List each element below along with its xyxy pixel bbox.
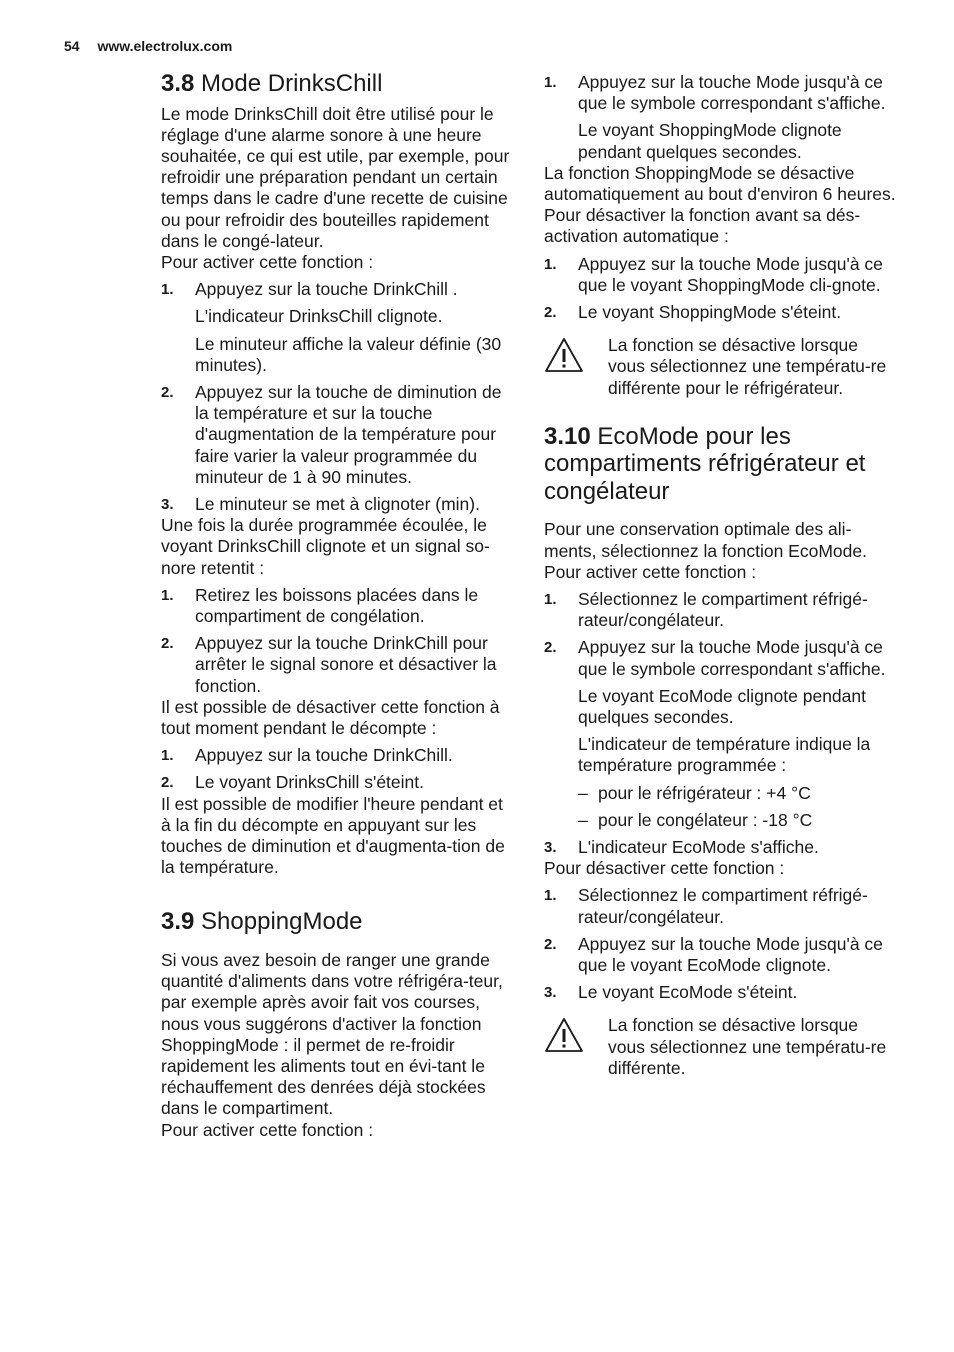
list-item: 3. Le voyant EcoMode s'éteint. — [544, 982, 798, 1003]
section-3-10-heading: 3.10 EcoMode pour les compartiments réfrigérateur et congélateur — [544, 422, 866, 505]
list-item: 1. Appuyez sur la touche DrinkChill. — [161, 745, 453, 766]
paragraph: La fonction ShoppingMode se désactive automatiquement au bout d'environ 6 heures. — [544, 162, 896, 205]
list-item: 2. Le voyant DrinksChill s'éteint. — [161, 772, 424, 793]
list-item: 1. Sélectionnez le compartiment réfrigé-rateur/congélateur. — [544, 885, 868, 927]
right-column — [544, 72, 896, 1079]
sub-paragraph: Le voyant ShoppingMode clignote pendant quelques secondes. — [578, 120, 842, 162]
sub-paragraph: Le minuteur affiche la valeur définie (30 minutes). — [195, 333, 502, 375]
paragraph: Le mode DrinksChill doit être utilisé pour le réglage d'une alarme sonore à une heure souhaitée, ce qui est utile, par exemple, pour refroidir une préparation pendant un certain temps dans le cadre d'une recette de cuisine ou pour refroidir des bouteilles rapidement dans le congé-lateur. — [161, 103, 510, 251]
paragraph: Une fois la durée programmée écoulée, le voyant DrinksChill clignote et un signal so-nore retentit : — [161, 515, 490, 578]
site-url: www.electrolux.com — [97, 38, 233, 54]
sub-paragraph: Le voyant EcoMode clignote pendant quelques secondes. — [578, 685, 866, 727]
paragraph: Pour une conservation optimale des ali-ments, sélectionnez la fonction EcoMode. — [544, 519, 867, 561]
page-number: 54 — [64, 38, 80, 54]
paragraph: Pour activer cette fonction : — [544, 561, 757, 582]
list-item: 2. Appuyez sur la touche DrinkChill pour arrêter le signal sonore et désactiver la fonction. — [161, 633, 497, 696]
warning-triangle-icon — [544, 1015, 608, 1079]
sub-paragraph: L'indicateur de température indique la température programmée : — [578, 734, 871, 776]
list-item: 1. Appuyez sur la touche Mode jusqu'à ce que le voyant ShoppingMode cli-gnote. — [544, 253, 883, 295]
warning-note: La fonction se désactive lorsque vous sélectionnez une températu-re différente pour le réfrigérateur. — [544, 335, 896, 399]
list-item: 1. Retirez les boissons placées dans le compartiment de congélation. — [161, 584, 479, 626]
list-item: 2. Appuyez sur la touche de diminution de la température et sur la touche d'augmentation de la température pour faire varier la valeur programmée du minuteur de 1 à 90 minutes. — [161, 381, 502, 487]
page-header — [64, 38, 232, 54]
list-item: 1. Sélectionnez le compartiment réfrigé-rateur/congélateur. — [544, 588, 868, 631]
paragraph: Pour activer cette fonction : — [161, 1119, 374, 1140]
sub-paragraph: L'indicateur DrinksChill clignote. — [195, 306, 443, 327]
list-item: 2. Appuyez sur la touche Mode jusqu'à ce que le symbole correspondant s'affiche. — [544, 637, 886, 679]
dash-item: – pour le congélateur : -18 °C — [578, 809, 813, 830]
section-3-9-heading: 3.9 ShoppingMode — [161, 908, 363, 936]
paragraph: Pour désactiver la fonction avant sa dés-activation automatique : — [544, 205, 861, 247]
paragraph: Pour désactiver cette fonction : — [544, 858, 785, 879]
list-item: 2. Appuyez sur la touche Mode jusqu'à ce que le voyant EcoMode clignote. — [544, 933, 883, 975]
list-item: 3. L'indicateur EcoMode s'affiche. — [544, 836, 819, 857]
paragraph: Si vous avez besoin de ranger une grande quantité d'aliments dans votre réfrigéra-teur, par exemple après avoir fait vos courses, nous vous suggérons d'activer la fonction ShoppingMode : il permet de re-froidir rapidement les aliments tout en évi-tant le réchauffement des denrées déjà stockées dans le compartiment. — [161, 949, 503, 1119]
paragraph: Pour activer cette fonction : — [161, 251, 374, 272]
left-column — [161, 70, 513, 1141]
list-item: 1. Appuyez sur la touche DrinkChill . — [161, 279, 458, 300]
section-3-8-heading: 3.8 Mode DrinksChill — [161, 70, 383, 97]
list-item: 1. Appuyez sur la touche Mode jusqu'à ce que le symbole correspondant s'affiche. — [544, 72, 886, 114]
paragraph: Il est possible de modifier l'heure pendant et à la fin du décompte en appuyant sur les touches de diminution et d'augmenta-tion de la température. — [161, 793, 505, 878]
dash-item: – pour le réfrigérateur : +4 °C — [578, 782, 811, 803]
list-item: 2. Le voyant ShoppingMode s'éteint. — [544, 302, 842, 323]
paragraph: Il est possible de désactiver cette fonction à tout moment pendant le décompte : — [161, 696, 500, 738]
warning-note: La fonction se désactive lorsque vous sélectionnez une températu-re différente. — [544, 1015, 896, 1079]
warning-triangle-icon — [544, 335, 608, 399]
list-item: 3. Le minuteur se met à clignoter (min). — [161, 493, 480, 514]
